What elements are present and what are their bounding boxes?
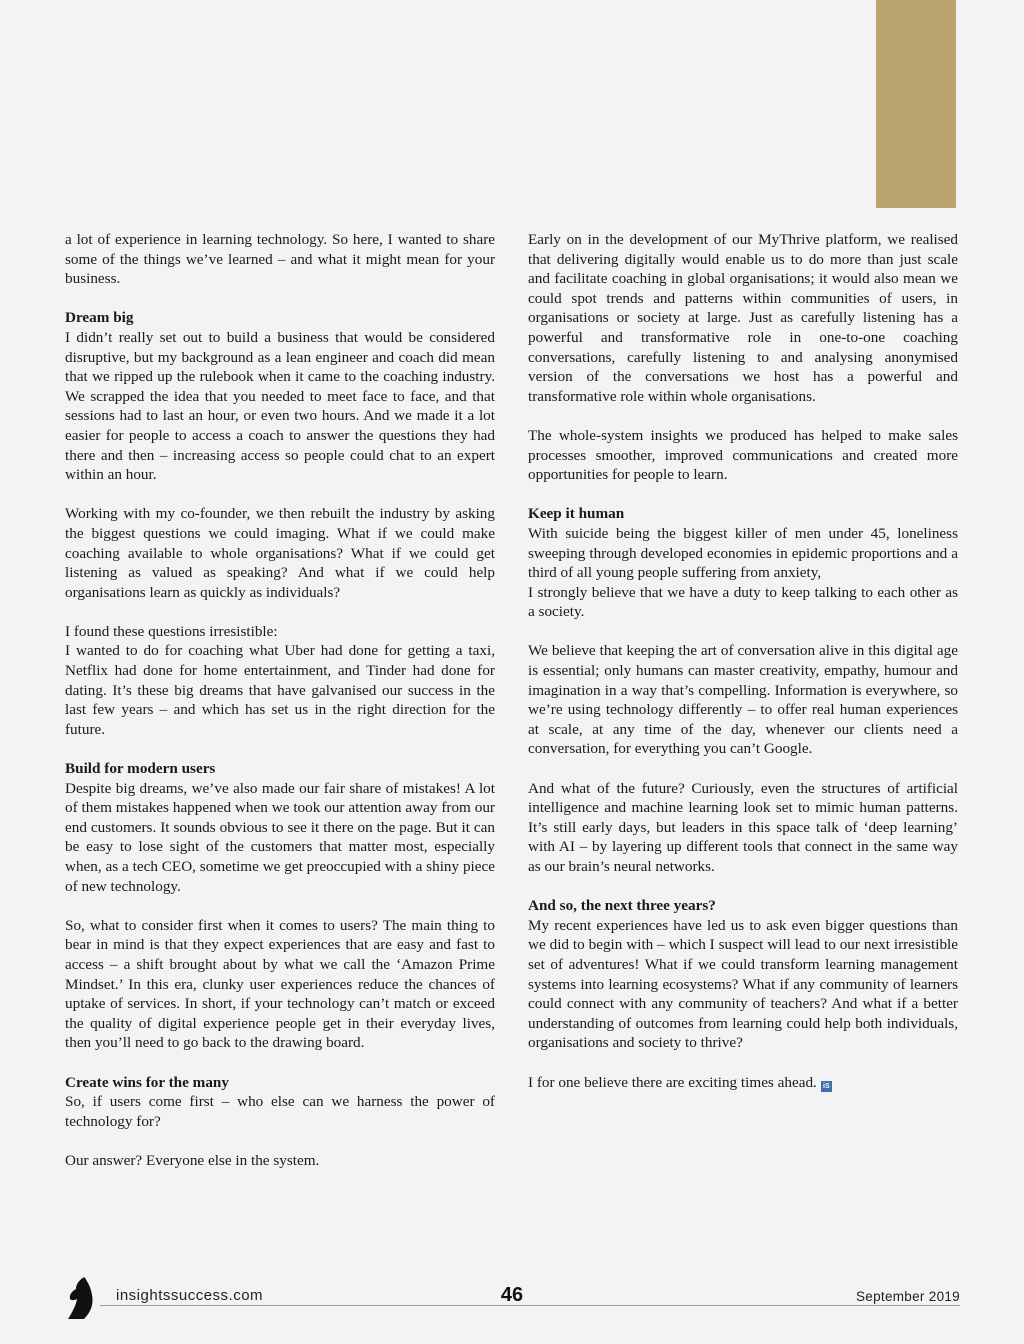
- footer-divider: [100, 1305, 960, 1306]
- paragraph: With suicide being the biggest killer of men under 45, loneliness sweeping through developed economies in epidemic proportions and a third of all young people suffering from anxiety,: [528, 524, 958, 582]
- paragraph: We believe that keeping the art of conversation alive in this digital age is essential; only humans can master creativity, empathy, humour and imagination in a way that’s compelling. Information is everywhere, so we’re using technology differently – to offer real human experiences at scale, at any time of the day, whenever our clients need a conversation, for everything you can’t Google.: [528, 642, 958, 758]
- section-heading-next-three-years: And so, the next three years?: [528, 897, 716, 915]
- section-heading-build-for-modern-users: Build for modern users: [65, 760, 216, 778]
- paragraph: Working with my co-founder, we then rebuilt the industry by asking the biggest questions we could imaging. What if we could make coaching available to whole organisations? What if we could get listening as valued as speaking? And what if we could help organisations learn as quickly as individuals?: [65, 505, 495, 601]
- paragraph: I wanted to do for coaching what Uber had done for getting a taxi, Netflix had done for home entertainment, and Tinder had done for dating. It’s these big dreams that have galvanised our success in the last few years – and which has set us in the right direction for the future.: [65, 642, 495, 738]
- paragraph: So, what to consider first when it comes to users? The main thing to bear in mind is that they expect experiences that are easy and fast to access – a shift brought about by what we call the ‘Amazon Prime Mindset.’ In this era, clunky user experiences reduce the chances of uptake of services. In short, if your technology can’t match or exceed the quality of digital experience people get in their everyday lives, then you’ll need to go back to the drawing board.: [65, 916, 495, 1052]
- closing-text: I for one believe there are exciting times ahead.: [528, 1073, 817, 1091]
- issue-date: September 2019: [855, 1289, 960, 1304]
- section-heading-keep-it-human: Keep it human: [528, 505, 625, 523]
- section-heading-dream-big: Dream big: [65, 309, 134, 327]
- paragraph: a lot of experience in learning technology. So here, I wanted to share some of the things we’ve learned – and what it might mean for your business.: [65, 231, 495, 288]
- paragraph: And what of the future? Curiously, even the structures of artificial intelligence and machine learning look set to mimic human patterns. It’s still early days, but leaders in this space talk of ‘deep learning’ with AI – by layering up different tools that connect in the same way as our brain’s neural networks.: [528, 779, 958, 875]
- section-heading-create-wins: Create wins for the many: [65, 1073, 229, 1091]
- paragraph: The whole-system insights we produced has helped to make sales processes smoother, improved communications and created more opportunities for people to learn.: [528, 426, 958, 484]
- paragraph: So, if users come first – who else can we harness the power of technology for?: [65, 1093, 495, 1130]
- horse-head-logo-icon: [64, 1275, 98, 1321]
- article-column-right: [528, 230, 958, 1112]
- closing-paragraph: [528, 1073, 958, 1093]
- decorative-gold-tab: [876, 0, 956, 208]
- article-column-left: [65, 230, 495, 1190]
- paragraph: I strongly believe that we have a duty to keep talking to each other as a society.: [528, 583, 958, 621]
- paragraph: I found these questions irresistible:: [65, 622, 278, 640]
- end-of-article-icon: iS: [821, 1081, 832, 1092]
- paragraph: Early on in the development of our MyThrive platform, we realised that delivering digitally would enable us to do more than just scale and facilitate coaching in global organisations; it would also mean we could spot trends and patterns within communities of users, in organisations or society at large. Just as carefully listening has a powerful and transformative role in one-to-one coaching conversations, carefully listening to and analysing anonymised version of the conversations we host has a powerful and transformative role within whole organisations.: [528, 231, 958, 405]
- footer-site-url: insightssuccess.com: [116, 1287, 264, 1304]
- page-number: 46: [500, 1284, 524, 1306]
- paragraph: I didn’t really set out to build a business that would be considered disruptive, but my background as a lean engineer and coach did mean that we ripped up the rulebook when it came to the coaching industry. We scrapped the idea that you needed to meet face to face, and that sessions had to last an hour, or even two hours. And we made it a lot easier for people to access a coach to answer the questions they had there and then – increasing access so people could chat to an expert within an hour.: [65, 328, 495, 484]
- paragraph: My recent experiences have led us to ask even bigger questions than we did to begin with – which I suspect will lead to our next irresistible set of adventures! What if we could transform learning management systems into learning ecosystems? What if any community of learners could connect with any community of teachers? And what if a better understanding of outcomes from learning could help both individuals, organisations and society to thrive?: [528, 916, 958, 1052]
- paragraph: Our answer? Everyone else in the system.: [65, 1151, 320, 1169]
- paragraph: Despite big dreams, we’ve also made our fair share of mistakes! A lot of them mistakes happened when we took our attention away from our end customers. It sounds obvious to see it there on the page. But it can be easy to lose sight of the customers that matter most, especially when, as a tech CEO, sometime we get preoccupied with a shiny piece of new technology.: [65, 779, 495, 895]
